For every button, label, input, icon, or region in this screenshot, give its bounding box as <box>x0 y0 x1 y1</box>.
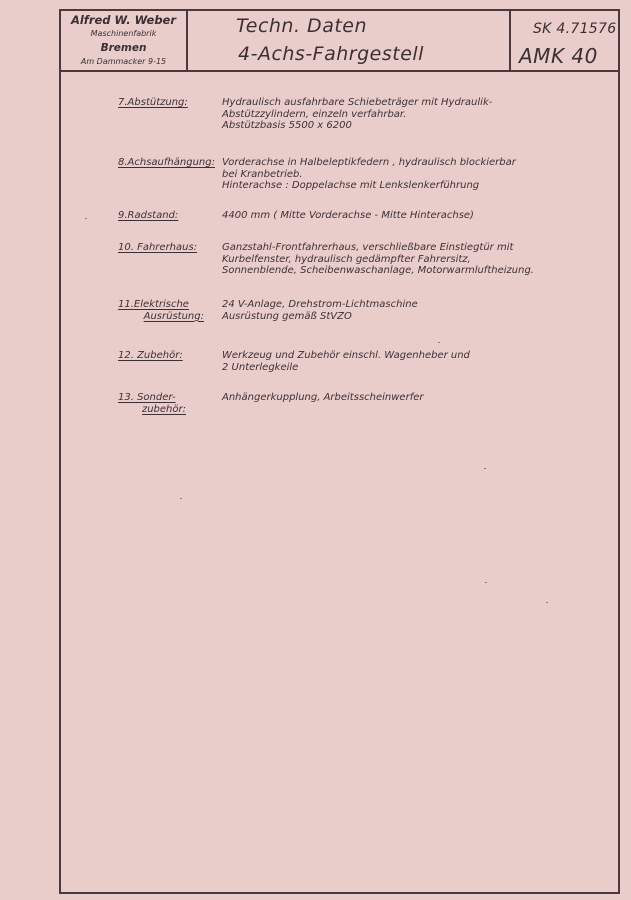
spec-line: Hydraulisch ausfahrbare Schiebeträger mit Hydraulik- <box>222 97 493 108</box>
model-name: AMK 40 <box>519 44 598 68</box>
document-code: SK 4.71576 <box>533 21 617 37</box>
scan-speck <box>438 342 440 343</box>
spec-line: Sonnenblende, Scheibenwaschanlage, Motorwarmluftheizung. <box>222 265 534 276</box>
company-block <box>61 11 188 70</box>
spec-text <box>222 392 582 404</box>
spec-label: 9.Radstand: <box>118 210 179 221</box>
spec-label: 8.Achsaufhängung: <box>118 157 215 168</box>
spec-line: Werkzeug und Zubehör einschl. Wagenheber und <box>222 350 470 361</box>
spec-label-block <box>118 392 186 415</box>
spec-label-block <box>118 299 204 322</box>
scan-speck <box>180 498 182 499</box>
spec-label: Ausrüstung: <box>143 310 204 322</box>
scan-speck <box>546 602 548 603</box>
spec-line: Anhängerkupplung, Arbeitsscheinwerfer <box>222 392 424 403</box>
document-title: Techn. Daten <box>236 15 368 37</box>
spec-text <box>222 350 582 373</box>
spec-line: Abstützzylindern, einzeln verfahrbar. <box>222 108 407 120</box>
company-name: Alfred W. Weber <box>70 13 177 27</box>
scan-speck <box>85 218 87 219</box>
spec-label: 11.Elektrische <box>118 299 189 310</box>
spec-line: Vorderachse in Halbeleptikfedern , hydraulisch blockierbar <box>222 157 516 168</box>
spec-line: Hinterachse : Doppelachse mit Lenkslenkerführung <box>222 180 480 191</box>
document-sheet <box>59 9 620 894</box>
spec-line: 2 Unterlegkeile <box>222 361 299 373</box>
title-block <box>61 11 618 72</box>
spec-label: 7.Abstützung: <box>118 97 188 108</box>
document-code-block <box>511 11 620 70</box>
spec-line: 4400 mm ( Mitte Vorderachse - Mitte Hinterachse) <box>222 210 474 221</box>
company-city: Bremen <box>100 42 147 54</box>
spec-label: 12. Zubehör: <box>118 350 183 361</box>
scan-speck <box>484 468 486 469</box>
spec-label: 13. Sonder- <box>118 392 176 403</box>
document-subtitle: 4-Achs-Fahrgestell <box>238 43 424 65</box>
scan-speck <box>485 582 487 583</box>
document-title-block <box>188 11 511 70</box>
spec-label: 10. Fahrerhaus: <box>118 242 198 253</box>
spec-text <box>222 157 582 192</box>
spec-line: bei Kranbetrieb. <box>222 168 303 180</box>
spec-text <box>222 97 582 132</box>
company-street: Am Dammacker 9-15 <box>80 57 167 66</box>
spec-text <box>222 242 582 277</box>
spec-line: 24 V-Anlage, Drehstrom-Lichtmaschine <box>222 299 418 310</box>
spec-line: Ganzstahl-Frontfahrerhaus, verschließbare Einstiegtür mit <box>222 242 514 253</box>
company-subtitle: Maschinenfabrik <box>90 29 157 38</box>
spec-line: Kurbelfenster, hydraulisch gedämpfter Fahrersitz, <box>222 253 471 265</box>
spec-text <box>222 210 582 222</box>
spec-label: zubehör: <box>141 403 186 415</box>
spec-text <box>222 299 582 322</box>
spec-line: Ausrüstung gemäß StVZO <box>222 310 352 322</box>
spec-line: Abstützbasis 5500 x 6200 <box>222 120 352 131</box>
